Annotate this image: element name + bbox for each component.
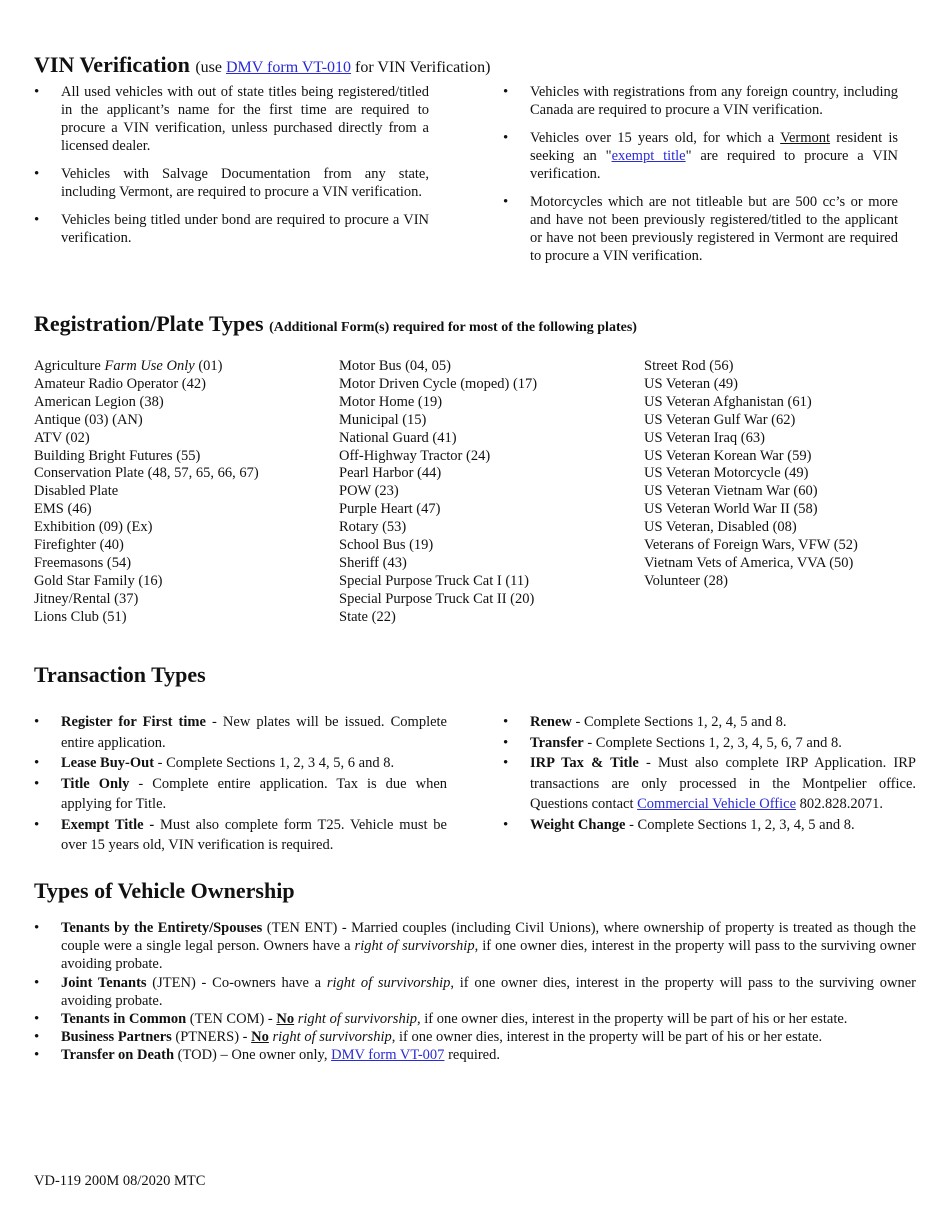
plate-item: Antique (03) (AN)	[34, 411, 143, 428]
vin-item-text: Motorcycles which are not titleable but are 500 cc’s or more and have not been previously registered/titled to the applicant or have not been previously registered in Vermont are required to procure a VIN verification.	[530, 194, 898, 264]
plate-item: Motor Home (19)	[339, 393, 443, 410]
vin-title: VIN Verification	[34, 52, 190, 77]
item-text: , if one owner dies, interest in the property will be part of his or her estate.	[391, 1029, 823, 1046]
list-item	[34, 753, 447, 774]
list-item	[34, 211, 429, 247]
item-text: (TEN COM) -	[186, 1011, 277, 1028]
list-item	[34, 165, 429, 201]
plate-item: Special Purpose Truck Cat I (11)	[339, 572, 529, 589]
item-text: (TOD) – One owner only,	[174, 1047, 332, 1064]
item-bold: Weight Change	[530, 816, 626, 833]
item-text: - Complete Sections 1, 2, 3, 4, 5, 6, 7 and 8.	[583, 734, 842, 751]
vin-right-list	[503, 83, 898, 265]
item-text: , if one owner dies, interest in the property will pass to the surviving owner avoiding probate.	[61, 938, 916, 973]
plate-item: State (22)	[339, 608, 396, 625]
plate-item: POW (23)	[339, 483, 399, 500]
list-item	[503, 193, 898, 265]
item-italic: right of survivorship	[294, 1011, 417, 1028]
vin-item-text: Vehicles over 15 years old, for which a	[530, 130, 781, 146]
plate-item: Gold Star Family (16)	[34, 572, 163, 589]
vin-item-text: Vehicles with registrations from any foreign country, including Canada are required to procure a VIN verification.	[530, 84, 898, 118]
transaction-title: Transaction Types	[34, 662, 206, 687]
item-text: Must also complete form T25. Vehicle must be over 15 years old, VIN verification is required.	[61, 816, 447, 853]
exempt-title-link[interactable]: exempt title	[611, 148, 686, 164]
plate-item: US Veteran Gulf War (62)	[644, 411, 796, 428]
plate-item: US Veteran Afghanistan (61)	[644, 393, 812, 410]
item-text: - Complete Sections 1, 2, 4, 5 and 8.	[571, 714, 787, 730]
list-item	[34, 774, 447, 815]
list-item	[503, 733, 916, 754]
item-text: - New plates will be issued. Complete entire application.	[61, 714, 447, 751]
transaction-right-list	[503, 712, 916, 835]
plate-item: Veterans of Foreign Wars, VFW (52)	[644, 537, 858, 554]
item-text: required.	[444, 1047, 500, 1064]
plate-item: Municipal (15)	[339, 411, 427, 428]
plate-text-italic: Farm Use Only	[104, 358, 195, 374]
list-item	[503, 129, 898, 183]
plate-text: (01)	[194, 358, 223, 374]
plate-item: Sheriff (43)	[339, 554, 407, 571]
plates-column-2	[339, 358, 537, 627]
list-item	[34, 919, 916, 974]
transaction-left-list	[34, 712, 447, 856]
item-bold: Business Partners	[61, 1029, 172, 1046]
item-italic: right of survivorship	[354, 938, 475, 955]
item-italic: right of survivorship	[268, 1029, 392, 1046]
list-item	[34, 712, 447, 753]
plate-item: Purple Heart (47)	[339, 501, 441, 518]
vin-item-text: Vehicles being titled under bond are required to procure a VIN verification.	[61, 212, 429, 246]
item-bold: Exempt Title -	[61, 816, 155, 833]
item-bold: Joint Tenants	[61, 974, 147, 991]
transaction-heading	[34, 662, 206, 688]
plate-item: Pearl Harbor (44)	[339, 465, 442, 482]
list-item	[34, 815, 447, 856]
ownership-list	[34, 919, 916, 1065]
list-item	[503, 815, 916, 836]
item-text: 802.828.2071.	[796, 796, 884, 812]
plate-text: Agriculture	[34, 358, 105, 374]
ownership-heading	[34, 878, 295, 904]
item-bold: Renew	[530, 714, 572, 730]
list-item	[34, 1046, 916, 1064]
plate-item: Jitney/Rental (37)	[34, 590, 139, 607]
item-bold: Title Only	[61, 775, 130, 792]
vt-010-link[interactable]: DMV form VT-010	[225, 59, 352, 76]
commercial-vehicle-office-link[interactable]: Commercial Vehicle Office	[637, 796, 797, 812]
vin-subtitle-pre: (use	[195, 59, 226, 76]
plate-item: US Veteran Iraq (63)	[644, 429, 765, 446]
item-bold: Tenants in Common	[61, 1011, 187, 1028]
list-item	[34, 974, 916, 1010]
item-bold: IRP Tax & Title	[530, 755, 639, 771]
plate-item: Freemasons (54)	[34, 554, 132, 571]
item-bold: Lease Buy-Out	[61, 755, 155, 771]
plate-item: US Veteran Motorcycle (49)	[644, 465, 809, 482]
item-bold: Transfer on Death	[61, 1047, 175, 1064]
plate-item: Exhibition (09) (Ex)	[34, 519, 153, 536]
plate-item: Building Bright Futures (55)	[34, 447, 201, 464]
plates-column-3	[644, 358, 858, 591]
item-text: - Complete entire application. Tax is due when applying for Title.	[61, 775, 448, 812]
vin-heading	[34, 52, 490, 81]
item-text: , if one owner dies, interest in the property will pass to the surviving owner avoiding probate.	[61, 974, 916, 1009]
plate-item: US Veteran Vietnam War (60)	[644, 483, 818, 500]
item-text: , if one owner dies, interest in the property will be part of his or her estate.	[416, 1011, 848, 1028]
plate-item: Amateur Radio Operator (42)	[34, 375, 206, 392]
plate-item: Street Rod (56)	[644, 358, 734, 374]
item-text: - Must also complete IRP Application. IRP transactions are only processed in the Montpelier office. Questions contact	[530, 755, 916, 812]
plate-item: EMS (46)	[34, 501, 92, 518]
list-item	[503, 712, 916, 733]
list-item	[34, 83, 429, 155]
item-text: - Complete Sections 1, 2, 3 4, 5, 6 and 8.	[154, 755, 395, 771]
plate-item: Motor Driven Cycle (moped) (17)	[339, 375, 538, 392]
form-footer: VD-119 200M 08/2020 MTC	[34, 1173, 206, 1189]
registration-note: (Additional Form(s) required for most of the following plates)	[269, 320, 637, 335]
ownership-title: Types of Vehicle Ownership	[34, 878, 295, 903]
plate-item: Conservation Plate (48, 57, 65, 66, 67)	[34, 465, 259, 482]
plate-item: US Veteran (49)	[644, 375, 738, 392]
vin-subtitle-post: for VIN Verification)	[351, 59, 491, 76]
item-text: (TEN ENT) - Married couples (including Civil Unions), where ownership of property is treated as though the couple were a single legal person. Owners have a	[61, 920, 916, 955]
list-item	[503, 753, 916, 815]
plate-item: School Bus (19)	[339, 537, 434, 554]
plate-item: US Veteran Korean War (59)	[644, 447, 812, 464]
plate-item	[34, 358, 259, 376]
item-text: (JTEN) - Co-owners have a	[146, 974, 327, 991]
item-bold: Register for First time	[61, 714, 206, 730]
plate-item: Rotary (53)	[339, 519, 407, 536]
vt-007-link[interactable]: DMV form VT-007	[331, 1047, 445, 1064]
item-bold: Transfer	[530, 734, 584, 751]
plate-item: Volunteer (28)	[644, 572, 728, 589]
item-text: (PTNERS) -	[171, 1029, 252, 1046]
plate-item: Vietnam Vets of America, VVA (50)	[644, 554, 854, 571]
plate-item: Off-Highway Tractor (24)	[339, 447, 491, 464]
plate-item: Motor Bus (04, 05)	[339, 358, 451, 374]
plate-item: Firefighter (40)	[34, 537, 124, 554]
plates-column-1	[34, 358, 259, 627]
vermont-text: Vermont	[780, 130, 831, 146]
vin-item-text: All used vehicles with out of state titles being registered/titled in the applicant’s name for the first time are required to procure a VIN verification, unless purchased directly from a licensed dealer.	[61, 84, 429, 154]
no-emphasis: No	[276, 1011, 295, 1028]
registration-heading	[34, 311, 637, 341]
registration-title: Registration/Plate Types	[34, 311, 264, 336]
plate-item: US Veteran World War II (58)	[644, 501, 818, 518]
vin-item-text: Vehicles with Salvage Documentation from any state, including Vermont, are required to procure a VIN verification.	[61, 166, 429, 200]
plate-item: National Guard (41)	[339, 429, 457, 446]
vin-item-text: " are required to procure a VIN verification.	[530, 148, 899, 182]
plate-item: US Veteran, Disabled (08)	[644, 519, 797, 536]
item-text: - Complete Sections 1, 2, 3, 4, 5 and 8.	[625, 816, 855, 833]
item-bold: Tenants by the Entirety/Spouses	[61, 920, 263, 936]
plate-item: Lions Club (51)	[34, 608, 127, 625]
plate-item: ATV (02)	[34, 429, 90, 446]
plate-item: Disabled Plate	[34, 483, 119, 500]
plate-item: American Legion (38)	[34, 393, 164, 410]
vin-left-list	[34, 83, 429, 247]
item-italic: right of survivorship	[326, 974, 451, 991]
list-item	[34, 1028, 916, 1046]
list-item	[503, 83, 898, 119]
plate-item: Special Purpose Truck Cat II (20)	[339, 590, 535, 607]
vin-item-text: resident is seeking an "	[530, 130, 898, 164]
no-emphasis: No	[251, 1029, 269, 1046]
list-item	[34, 1010, 916, 1028]
